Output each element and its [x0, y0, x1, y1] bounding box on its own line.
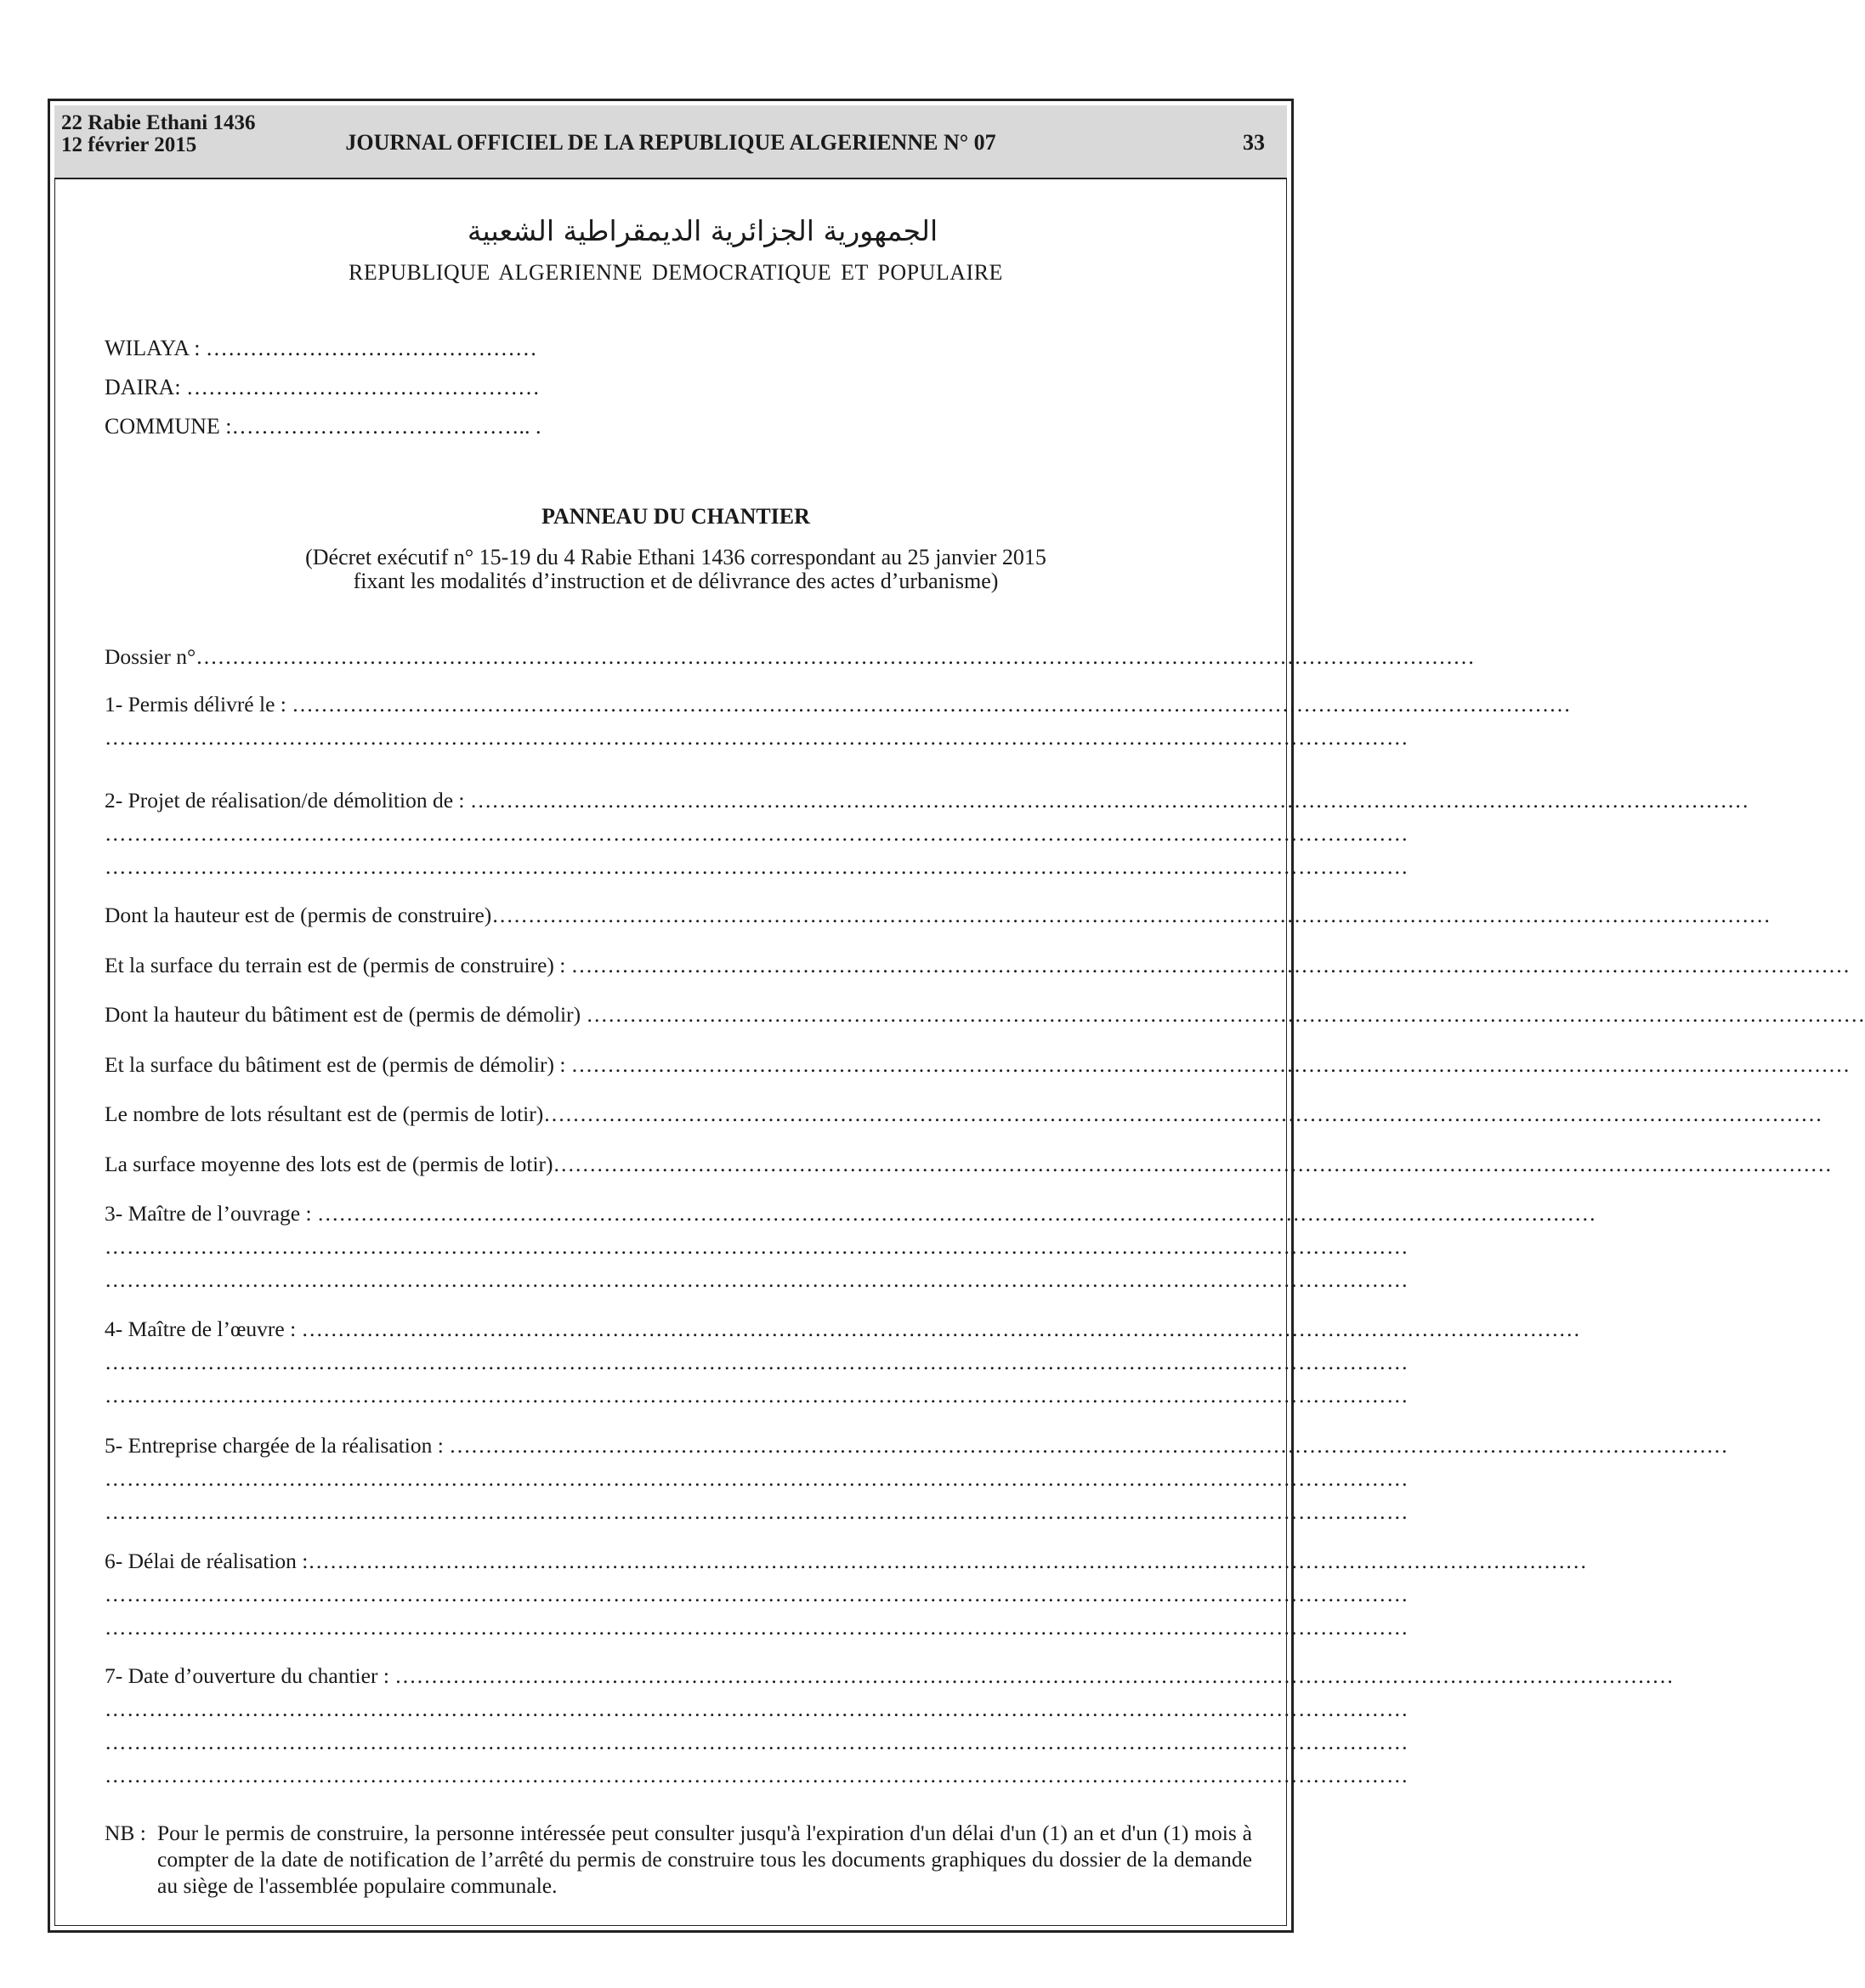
commune-field: COMMUNE :………………………………….. . [105, 414, 541, 439]
field-label: 2- Projet de réalisation/de démolition de : [105, 788, 470, 813]
field-dossier [105, 643, 1475, 671]
continuation-dots: …………………………………………………………………………………………………………………………………………………………… [105, 1466, 1409, 1491]
fill-dots: …………………………………………………………………………………………………………………………………………………………… [553, 1152, 1833, 1176]
field-label: Dossier n° [105, 644, 196, 669]
wilaya-field: WILAYA : ……………………………………… [105, 336, 537, 360]
field-surface-terrain [105, 951, 1851, 980]
continuation-dots: …………………………………………………………………………………………………………………………………………………………… [105, 1234, 1409, 1259]
field-projet [105, 786, 1749, 815]
fill-dots: …………………………………………………………………………………………………………………………………………………………… [394, 1663, 1674, 1688]
date-hijri: 22 Rabie Ethani 1436 [61, 111, 256, 134]
field-entreprise [105, 1431, 1728, 1460]
fill-dots: …………………………………………………………………………………………………………………………………………………………… [308, 1549, 1587, 1573]
field-surface-batiment [105, 1051, 1851, 1079]
decree-line-1: (Décret exécutif n° 15-19 du 4 Rabie Ethani 1436 correspondant au 25 janvier 2015 [305, 545, 1046, 569]
fill-dots: …………………………………………………………………………………………………………………………………………………………… [543, 1102, 1822, 1126]
panel-title: PANNEAU DU CHANTIER [541, 504, 810, 529]
fill-dots: …………………………………………………………………………………………………………………………………………………………… [491, 903, 1771, 927]
continuation-dots: …………………………………………………………………………………………………………………………………………………………… [105, 821, 1409, 846]
field-label: Dont la hauteur du bâtiment est de (permis de démolir) [105, 1002, 587, 1027]
field-label: 4- Maître de l’œuvre : [105, 1317, 302, 1341]
continuation-dots: …………………………………………………………………………………………………………………………………………………………… [105, 1582, 1409, 1606]
field-label: Et la surface du terrain est de (permis de construire) : [105, 953, 571, 977]
fill-dots: …………………………………………………………………………………………………………………………………………………………… [316, 1201, 1596, 1226]
field-surface-lots [105, 1150, 1833, 1179]
journal-header [54, 105, 1287, 179]
continuation-dots: …………………………………………………………………………………………………………………………………………………………… [105, 1499, 1409, 1524]
nb-text: Pour le permis de construire, la personne intéressée peut consulter jusqu'à l'expiration d'un délai d'un (1) an et d'un (1) mois à compter de la date de notification de l’arrêté du permis de construire tous les documents graphiques du dossier de la demande au siège de l'assemblée populaire communale. [157, 1821, 1252, 1898]
date-gregorian: 12 février 2015 [61, 133, 197, 156]
field-label: Le nombre de lots résultant est de (permis de lotir) [105, 1102, 544, 1126]
field-maitre-oeuvre [105, 1315, 1581, 1344]
field-permis-delivre [105, 690, 1571, 719]
field-nombre-lots [105, 1100, 1822, 1129]
continuation-dots: …………………………………………………………………………………………………………………………………………………………… [105, 1763, 1409, 1787]
continuation-dots: …………………………………………………………………………………………………………………………………………………………… [105, 1267, 1409, 1292]
field-label: 1- Permis délivré le : [105, 692, 292, 716]
field-maitre-ouvrage [105, 1199, 1596, 1228]
fill-dots: …………………………………………………………………………………………………………………………………………………………… [586, 1002, 1865, 1027]
fill-dots: …………………………………………………………………………………………………………………………………………………………… [196, 644, 1475, 669]
field-label: 7- Date d’ouverture du chantier : [105, 1663, 395, 1688]
field-hauteur-demolir [105, 1000, 1865, 1029]
field-label: 6- Délai de réalisation : [105, 1549, 309, 1573]
fill-dots: …………………………………………………………………………………………………………………………………………………………… [449, 1433, 1728, 1458]
page-number: 33 [1243, 130, 1265, 155]
continuation-dots: …………………………………………………………………………………………………………………………………………………………… [105, 1383, 1409, 1407]
fill-dots: …………………………………………………………………………………………………………………………………………………………… [469, 788, 1749, 813]
fill-dots: …………………………………………………………………………………………………………………………………………………………… [570, 1052, 1851, 1077]
continuation-dots: …………………………………………………………………………………………………………………………………………………………… [105, 1730, 1409, 1754]
journal-title: JOURNAL OFFICIEL DE LA REPUBLIQUE ALGERIENNE N° 07 [345, 130, 996, 155]
field-delai [105, 1547, 1587, 1576]
title-arabic: الجمهورية الجزائرية الديمقراطية الشعبية [467, 214, 938, 247]
field-hauteur-construire [105, 901, 1771, 930]
title-french: REPUBLIQUE ALGERIENNE DEMOCRATIQUE ET POPULAIRE [349, 260, 1003, 285]
continuation-dots: …………………………………………………………………………………………………………………………………………………………… [105, 1615, 1409, 1640]
nb-label: NB : [105, 1821, 146, 1845]
continuation-dots: …………………………………………………………………………………………………………………………………………………………… [105, 854, 1409, 879]
decree-line-2: fixant les modalités d’instruction et de délivrance des actes d’urbanisme) [353, 569, 999, 593]
field-label: 3- Maître de l’ouvrage : [105, 1201, 317, 1226]
continuation-dots: …………………………………………………………………………………………………………………………………………………………… [105, 1696, 1409, 1721]
continuation-dots: …………………………………………………………………………………………………………………………………………………………… [105, 725, 1409, 750]
fill-dots: …………………………………………………………………………………………………………………………………………………………… [570, 953, 1851, 977]
field-date-ouverture [105, 1662, 1674, 1691]
fill-dots: …………………………………………………………………………………………………………………………………………………………… [292, 692, 1571, 716]
nb-note [105, 1820, 1252, 1899]
field-label: La surface moyenne des lots est de (permis de lotir) [105, 1152, 553, 1176]
field-label: 5- Entreprise chargée de la réalisation : [105, 1433, 450, 1458]
daira-field: DAIRA: ………………………………………… [105, 375, 541, 399]
field-label: Dont la hauteur est de (permis de construire) [105, 903, 492, 927]
fill-dots: …………………………………………………………………………………………………………………………………………………………… [301, 1317, 1581, 1341]
field-label: Et la surface du bâtiment est de (permis de démolir) : [105, 1052, 571, 1077]
continuation-dots: …………………………………………………………………………………………………………………………………………………………… [105, 1350, 1409, 1374]
